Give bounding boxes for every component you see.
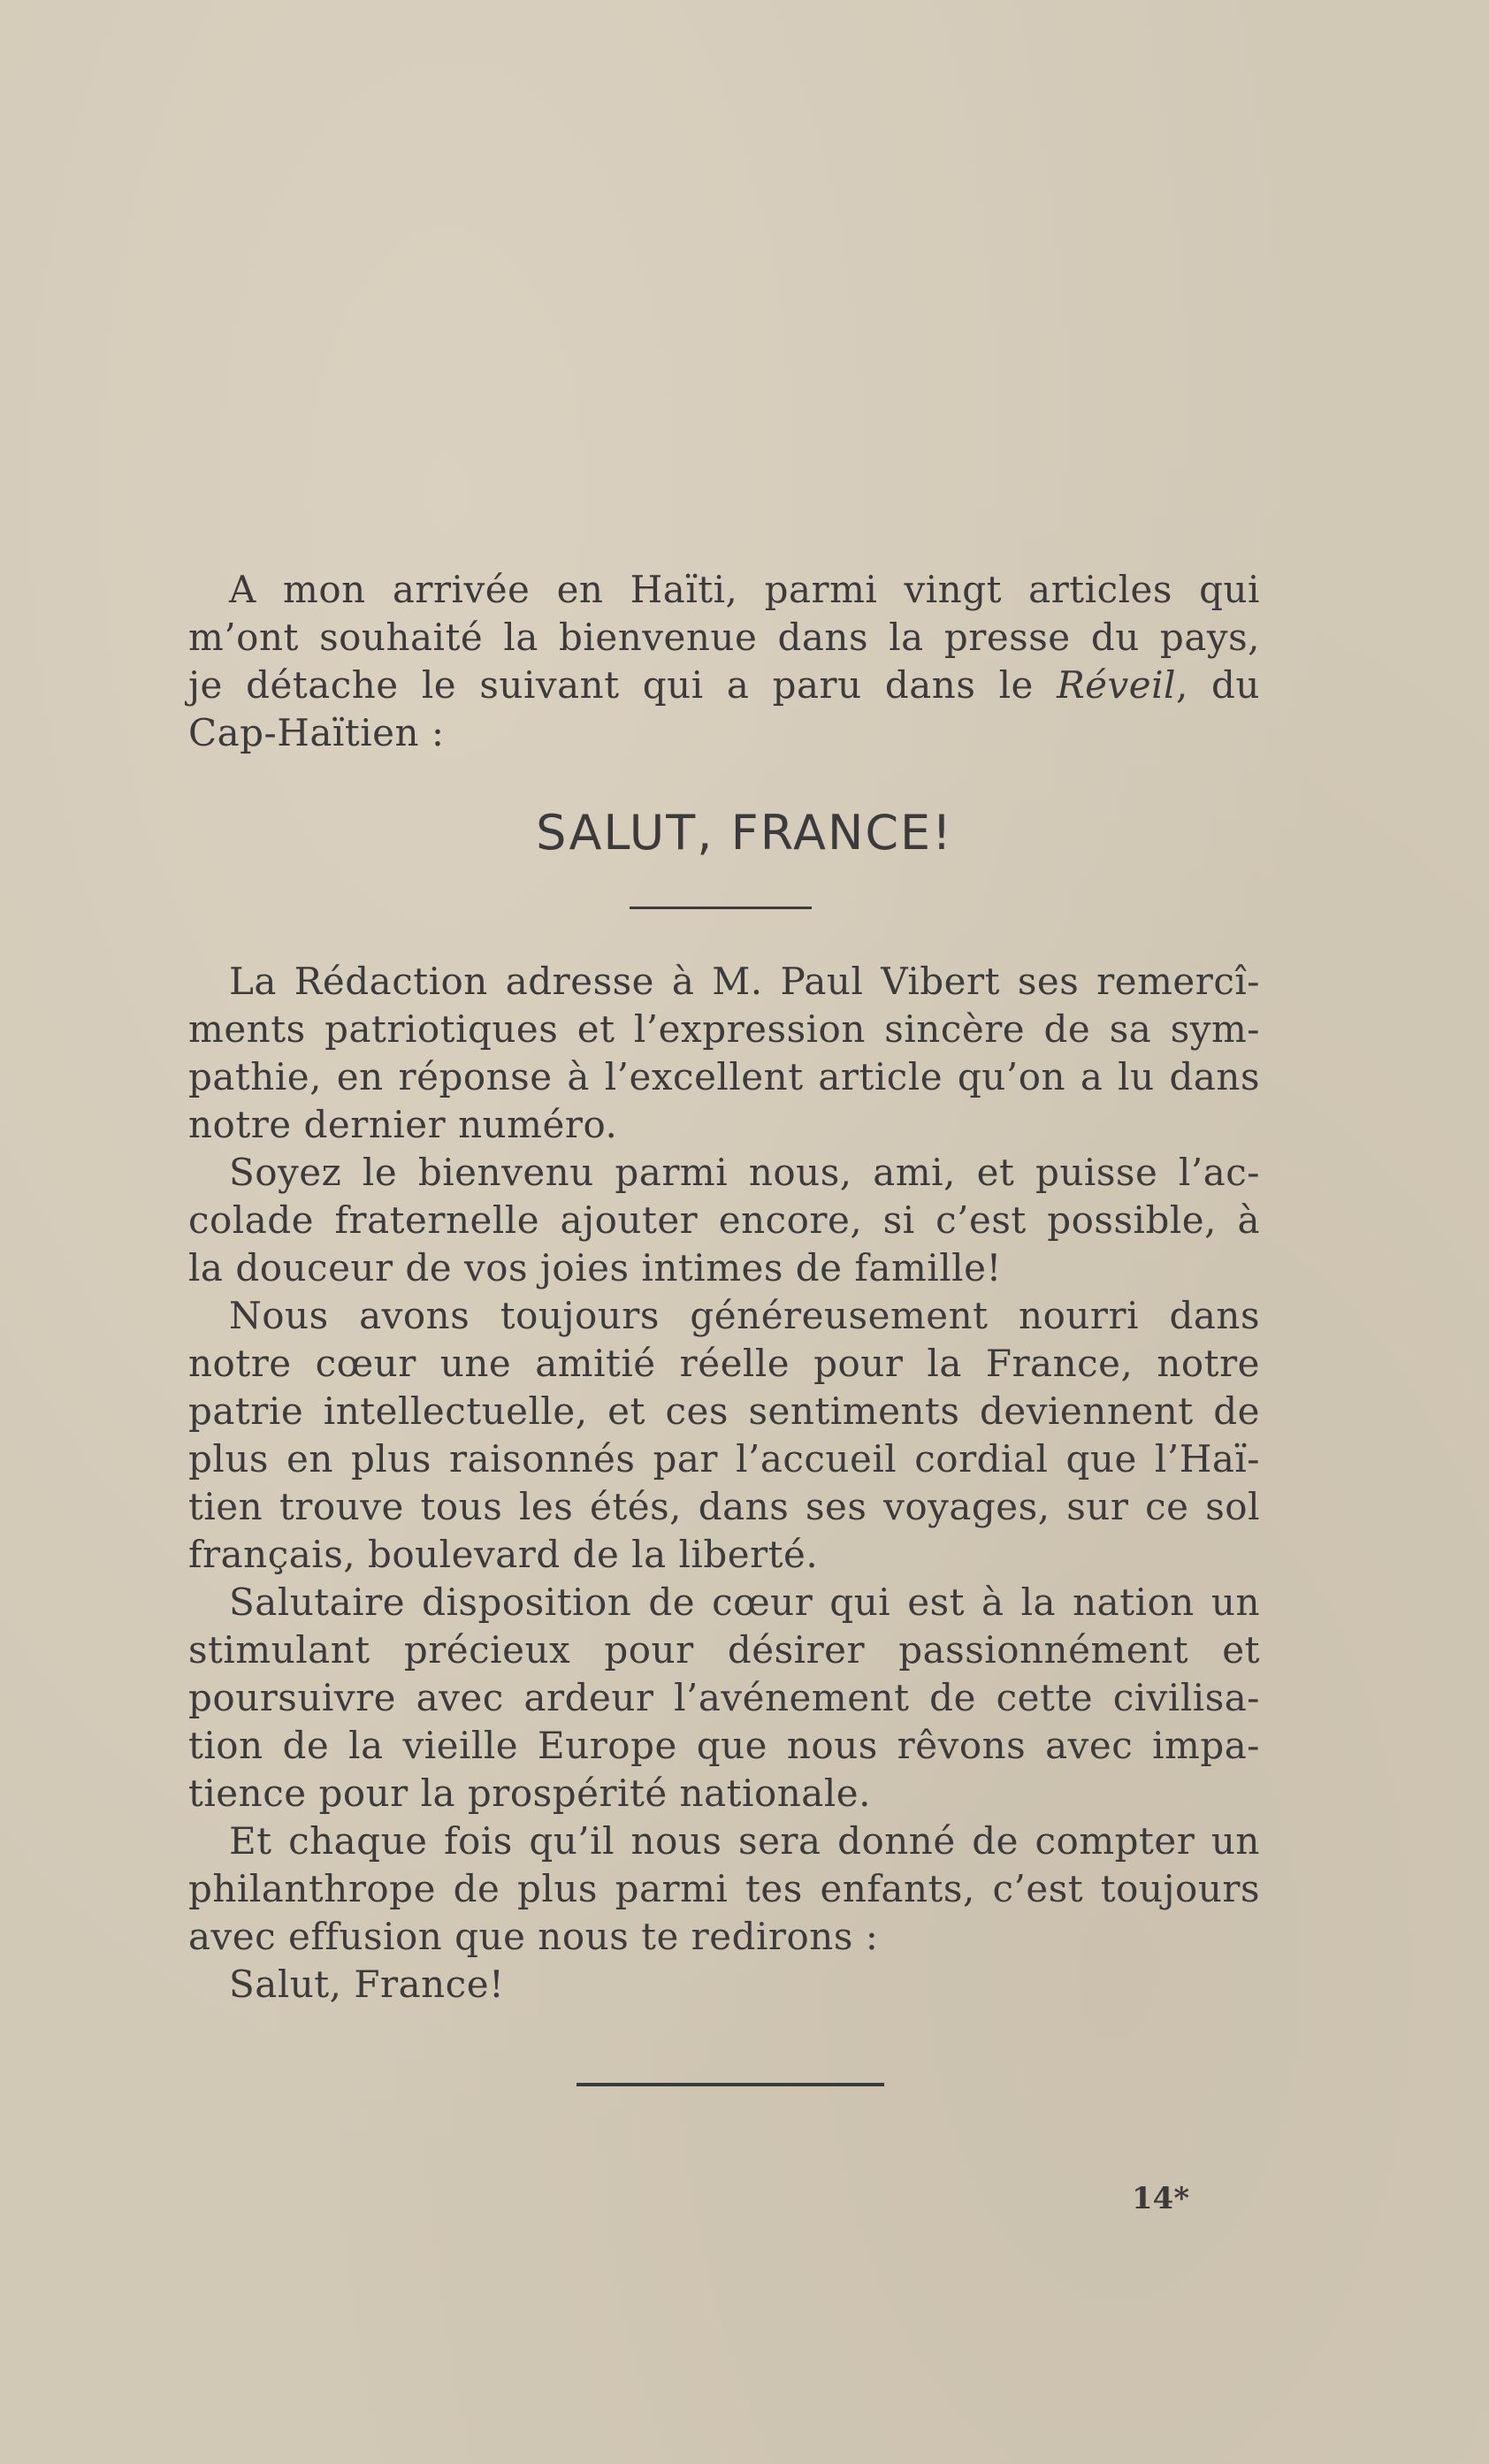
body-line: La Rédaction adresse à M. Paul Vibert ses remercî- bbox=[229, 960, 1260, 1003]
intro-line: m’ont souhaité la bienvenue dans la presse du pays, bbox=[188, 616, 1260, 659]
intro-line-text: je détache le suivant qui a paru dans le bbox=[188, 663, 1034, 707]
body-line: Nous avons toujours généreusement nourri dans bbox=[229, 1294, 1260, 1337]
body-line: Et chaque fois qu’il nous sera donné de compter un bbox=[229, 1819, 1260, 1863]
intro-line: Cap-Haïtien : bbox=[188, 711, 445, 754]
body-line: philanthrope de plus parmi tes enfants, c’est toujours bbox=[188, 1867, 1260, 1910]
body-line: notre dernier numéro. bbox=[188, 1103, 618, 1146]
heading-divider bbox=[630, 907, 812, 909]
body-line: colade fraternelle ajouter encore, si c’est possible, à bbox=[188, 1198, 1260, 1242]
body-line: Soyez le bienvenu parmi nous, ami, et puisse l’ac- bbox=[229, 1151, 1260, 1194]
article-body bbox=[188, 958, 1260, 2009]
newspaper-title: Réveil bbox=[1057, 663, 1176, 707]
body-line: avec effusion que nous te redirons : bbox=[188, 1915, 879, 1958]
body-line: ments patriotiques et l’expression sincère de sa sym- bbox=[188, 1007, 1260, 1051]
body-line: Salutaire disposition de cœur qui est à la nation un bbox=[229, 1580, 1260, 1624]
closing-divider bbox=[577, 2083, 884, 2086]
body-line: tien trouve tous les étés, dans ses voyages, sur ce sol bbox=[188, 1485, 1260, 1528]
page-number: 14* bbox=[1132, 2181, 1190, 2216]
body-line: notre cœur une amitié réelle pour la France, notre bbox=[188, 1342, 1260, 1385]
intro-line-with-title bbox=[188, 662, 1260, 709]
body-line: plus en plus raisonnés par l’accueil cordial que l’Haï- bbox=[188, 1437, 1260, 1481]
intro-paragraph bbox=[188, 566, 1260, 757]
body-line: poursuivre avec ardeur l’avénement de cette civilisa- bbox=[188, 1676, 1260, 1719]
body-line: tion de la vieille Europe que nous rêvons avec impa- bbox=[188, 1724, 1260, 1767]
intro-line: A mon arrivée en Haïti, parmi vingt articles qui bbox=[229, 568, 1260, 611]
body-line: français, boulevard de la liberté. bbox=[188, 1533, 819, 1576]
intro-line-tail: , du bbox=[1176, 663, 1260, 707]
body-line: tience pour la prospérité nationale. bbox=[188, 1771, 871, 1815]
body-line: la douceur de vos joies intimes de famille! bbox=[188, 1246, 1002, 1289]
article-heading: SALUT, FRANCE! bbox=[536, 805, 953, 861]
body-line: Salut, France! bbox=[229, 1963, 505, 2006]
body-line: stimulant précieux pour désirer passionnément et bbox=[188, 1628, 1260, 1672]
body-line: pathie, en réponse à l’excellent article qu’on a lu dans bbox=[188, 1055, 1260, 1098]
body-line: patrie intellectuelle, et ces sentiments deviennent de bbox=[188, 1389, 1260, 1433]
